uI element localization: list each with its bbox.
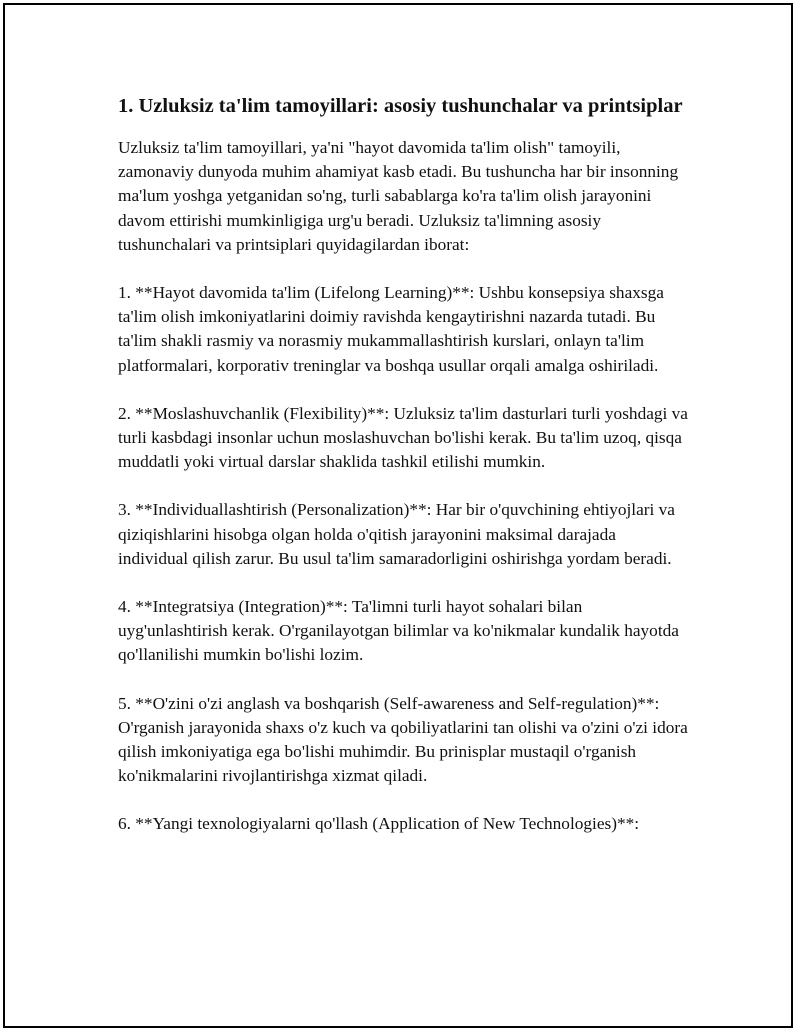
principle-integration: 4. **Integratsiya (Integration)**: Ta'limni turli hayot sohalari bilan uyg'unlashtirish kerak. O'rganilayotgan bilimlar va ko'nikmalar kundalik hayotda qo'llanilishi mumkin bo'lishi lozim. xyxy=(118,597,679,665)
principle-flexibility: 2. **Moslashuvchanlik (Flexibility)**: Uzluksiz ta'lim dasturlari turli yoshdagi va turli kasbdagi insonlar uchun moslashuvchan bo'lishi kerak. Bu ta'lim uzoq, qisqa muddatli yoki virtual darslar shaklida tashkil etilishi mumkin. xyxy=(118,403,688,472)
principle-self-regulation: 5. **O'zini o'zi anglash va boshqarish (Self-awareness and Self-regulation)**: O'rganish jarayonida shaxs o'z kuch va qobiliyatlarini tan olishi va o'zini o'zi idora qilish imkoniyatiga ega bo'lishi muhimdir. Bu prinisplar mustaqil o'rganish ko'nikmalarini rivojlantirishga xizmat qiladi. xyxy=(118,693,688,786)
document-body xyxy=(118,92,688,861)
principle-lifelong-learning: 1. **Hayot davomida ta'lim (Lifelong Learning)**: Ushbu konsepsiya shaxsga ta'lim olish imkoniyatlarini doimiy ravishda kengaytirishni nazarda tutadi. Bu ta'lim shakli rasmiy va norasmiy mukammallashtirish kurslari, onlayn ta'lim platformalari, korporativ treninglar va boshqa usullar orqali amalga oshiriladi. xyxy=(118,283,664,375)
principle-new-technologies: 6. **Yangi texnologiyalarni qo'llash (Application of New Technologies)**: xyxy=(118,814,640,834)
section-heading: 1. Uzluksiz ta'lim tamoyillari: asosiy tushunchalar va printsiplar xyxy=(118,95,683,117)
intro-paragraph: Uzluksiz ta'lim tamoyillari, ya'ni "hayot davomida ta'lim olish" tamoyili, zamonaviy dunyoda muhim ahamiyat kasb etadi. Bu tushuncha har bir insonning ma'lum yoshga yetganidan so'ng, turli sabablarga ko'ra ta'lim olish jarayonini davom ettirishi mumkinligiga urg'u beradi. Uzluksiz ta'limning asosiy tushunchalari va printsiplari quyidagilardan iborat: xyxy=(118,138,679,254)
principle-personalization: 3. **Individuallashtirish (Personalization)**: Har bir o'quvchining ehtiyojlari va qiziqishlarini hisobga olgan holda o'qitish jarayonini maksimal darajada individual qilish zarur. Bu usul ta'lim samaradorligini oshirishga yordam beradi. xyxy=(118,500,675,568)
